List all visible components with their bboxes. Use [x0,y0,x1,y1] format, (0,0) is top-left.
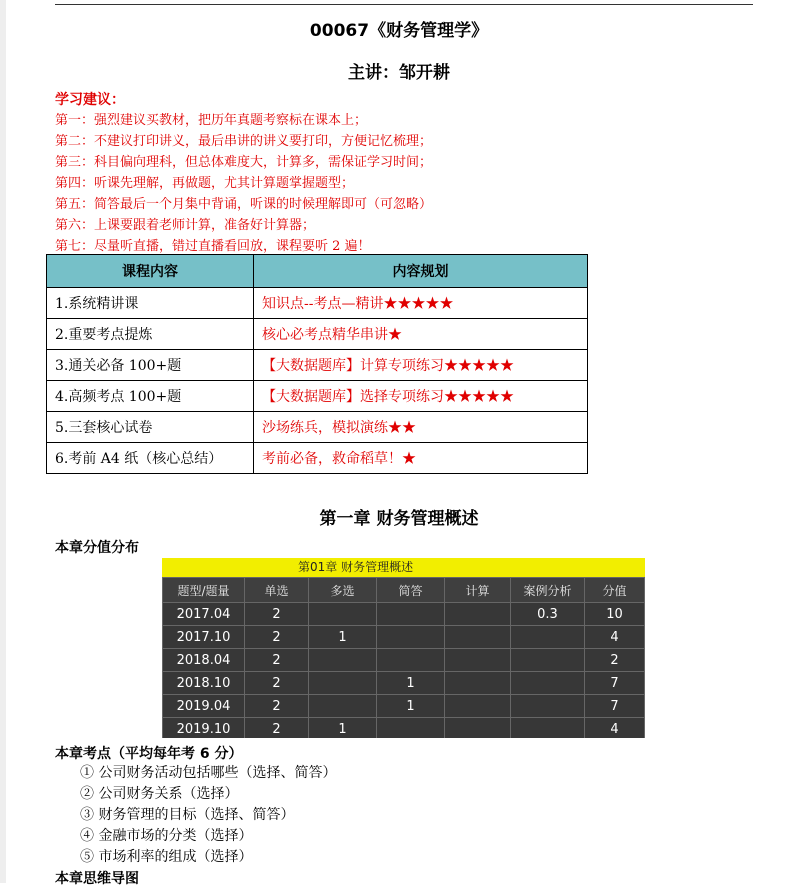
score-cell [445,649,511,672]
score-column-header: 案例分析 [511,578,585,603]
list-item: ⑤ 市场利率的组成（选择） [80,849,253,865]
score-cell: 2 [245,649,309,672]
score-column-header: 简答 [377,578,445,603]
advice-list [55,110,432,257]
score-cell [377,718,445,739]
score-cell: 2017.04 [163,603,245,626]
score-cell: 7 [585,672,645,695]
score-cell: 1 [377,672,445,695]
score-cell [445,672,511,695]
lecturer-line: 主讲：邹开耕 [348,63,450,83]
score-cell [309,603,377,626]
advice-item: 第三：科目偏向理科，但总体难度大，计算多，需保证学习时间； [55,155,433,170]
mindmap-heading: 本章思维导图 [55,871,139,887]
course-content-cell: 5.三套核心试卷 [47,412,254,443]
score-cell: 1 [309,718,377,739]
score-cell: 2018.04 [163,649,245,672]
score-cell [445,626,511,649]
score-cell [377,626,445,649]
score-distribution-table [162,558,645,738]
advice-heading: 学习建议： [55,92,125,108]
score-cell [511,626,585,649]
column-header: 内容规划 [254,255,588,288]
course-plan-cell: 沙场练兵，模拟演练★★ [254,412,588,443]
advice-item: 第七：尽量听直播，错过直播看回放，课程要听 2 遍！ [55,239,371,254]
score-header-row [163,578,645,603]
list-item: ① 公司财务活动包括哪些（选择、简答） [80,765,337,781]
table-row [47,381,588,412]
score-distribution-heading: 本章分值分布 [55,540,139,556]
score-column-header: 多选 [309,578,377,603]
score-cell: 2 [245,626,309,649]
list-item: ④ 金融市场的分类（选择） [80,828,253,844]
table-row [163,603,645,626]
advice-item: 第五：简答最后一个月集中背诵，听课的时候理解即可（可忽略） [55,197,433,212]
score-cell: 4 [585,626,645,649]
table-row [47,319,588,350]
course-content-cell: 4.高频考点 100+题 [47,381,254,412]
score-cell: 1 [309,626,377,649]
score-cell [445,603,511,626]
table-row [163,626,645,649]
score-cell: 2019.04 [163,695,245,718]
score-cell [445,695,511,718]
score-cell [377,649,445,672]
score-column-header: 单选 [245,578,309,603]
header-rule [55,4,753,5]
advice-item: 第一：强烈建议买教材，把历年真题考察标在课本上； [55,113,368,128]
score-cell: 2019.10 [163,718,245,739]
score-cell [511,672,585,695]
score-cell: 7 [585,695,645,718]
table-row [47,288,588,319]
score-cell: 2 [245,603,309,626]
score-cell: 2 [245,718,309,739]
score-cell [445,718,511,739]
score-cell [511,649,585,672]
course-plan-cell: 【大数据题库】选择专项练习★★★★★ [254,381,588,412]
key-points-list [80,763,336,868]
score-cell: 2 [245,672,309,695]
table-row [163,718,645,739]
course-content-cell: 6.考前 A4 纸（核心总结） [47,443,254,474]
course-plan-cell: 知识点--考点—精讲★★★★★ [254,288,588,319]
score-cell [309,672,377,695]
score-cell: 4 [585,718,645,739]
table-row [47,443,588,474]
table-row [47,412,588,443]
course-content-cell: 2.重要考点提炼 [47,319,254,350]
score-cell: 1 [377,695,445,718]
list-item: ② 公司财务关系（选择） [80,786,239,802]
course-content-cell: 1.系统精讲课 [47,288,254,319]
table-row [163,649,645,672]
score-cell [377,603,445,626]
score-cell [511,718,585,739]
score-cell [511,695,585,718]
chapter-title: 第一章 财务管理概述 [319,509,479,529]
document-title: 00067《财务管理学》 [309,21,489,41]
score-cell: 2018.10 [163,672,245,695]
table-row [163,695,645,718]
score-cell: 10 [585,603,645,626]
table-row [47,350,588,381]
list-item: ③ 财务管理的目标（选择、简答） [80,807,295,823]
score-cell: 2017.10 [163,626,245,649]
course-plan-cell: 核心必考点精华串讲★ [254,319,588,350]
advice-item: 第六：上课要跟着老师计算，准备好计算器； [55,218,316,233]
score-column-header: 分值 [585,578,645,603]
course-plan-cell: 【大数据题库】计算专项练习★★★★★ [254,350,588,381]
score-cell [309,695,377,718]
score-column-header: 计算 [445,578,511,603]
score-cell: 0.3 [511,603,585,626]
table-header-row [47,255,588,288]
score-column-header: 题型/题量 [163,578,245,603]
course-plan-table [46,254,588,474]
score-cell: 2 [245,695,309,718]
course-plan-cell: 考前必备，救命稻草！★ [254,443,588,474]
table-row [163,672,645,695]
column-header: 课程内容 [47,255,254,288]
course-content-cell: 3.通关必备 100+题 [47,350,254,381]
advice-item: 第二：不建议打印讲义，最后串讲的讲义要打印，方便记忆梳理； [55,134,433,149]
page-left-edge [0,0,6,883]
score-cell: 2 [585,649,645,672]
key-points-heading: 本章考点（平均每年考 6 分） [55,746,243,762]
score-table-banner: 第01章 财务管理概述 [162,558,645,577]
advice-item: 第四：听课先理解，再做题，尤其计算题掌握题型； [55,176,355,191]
score-cell [309,649,377,672]
